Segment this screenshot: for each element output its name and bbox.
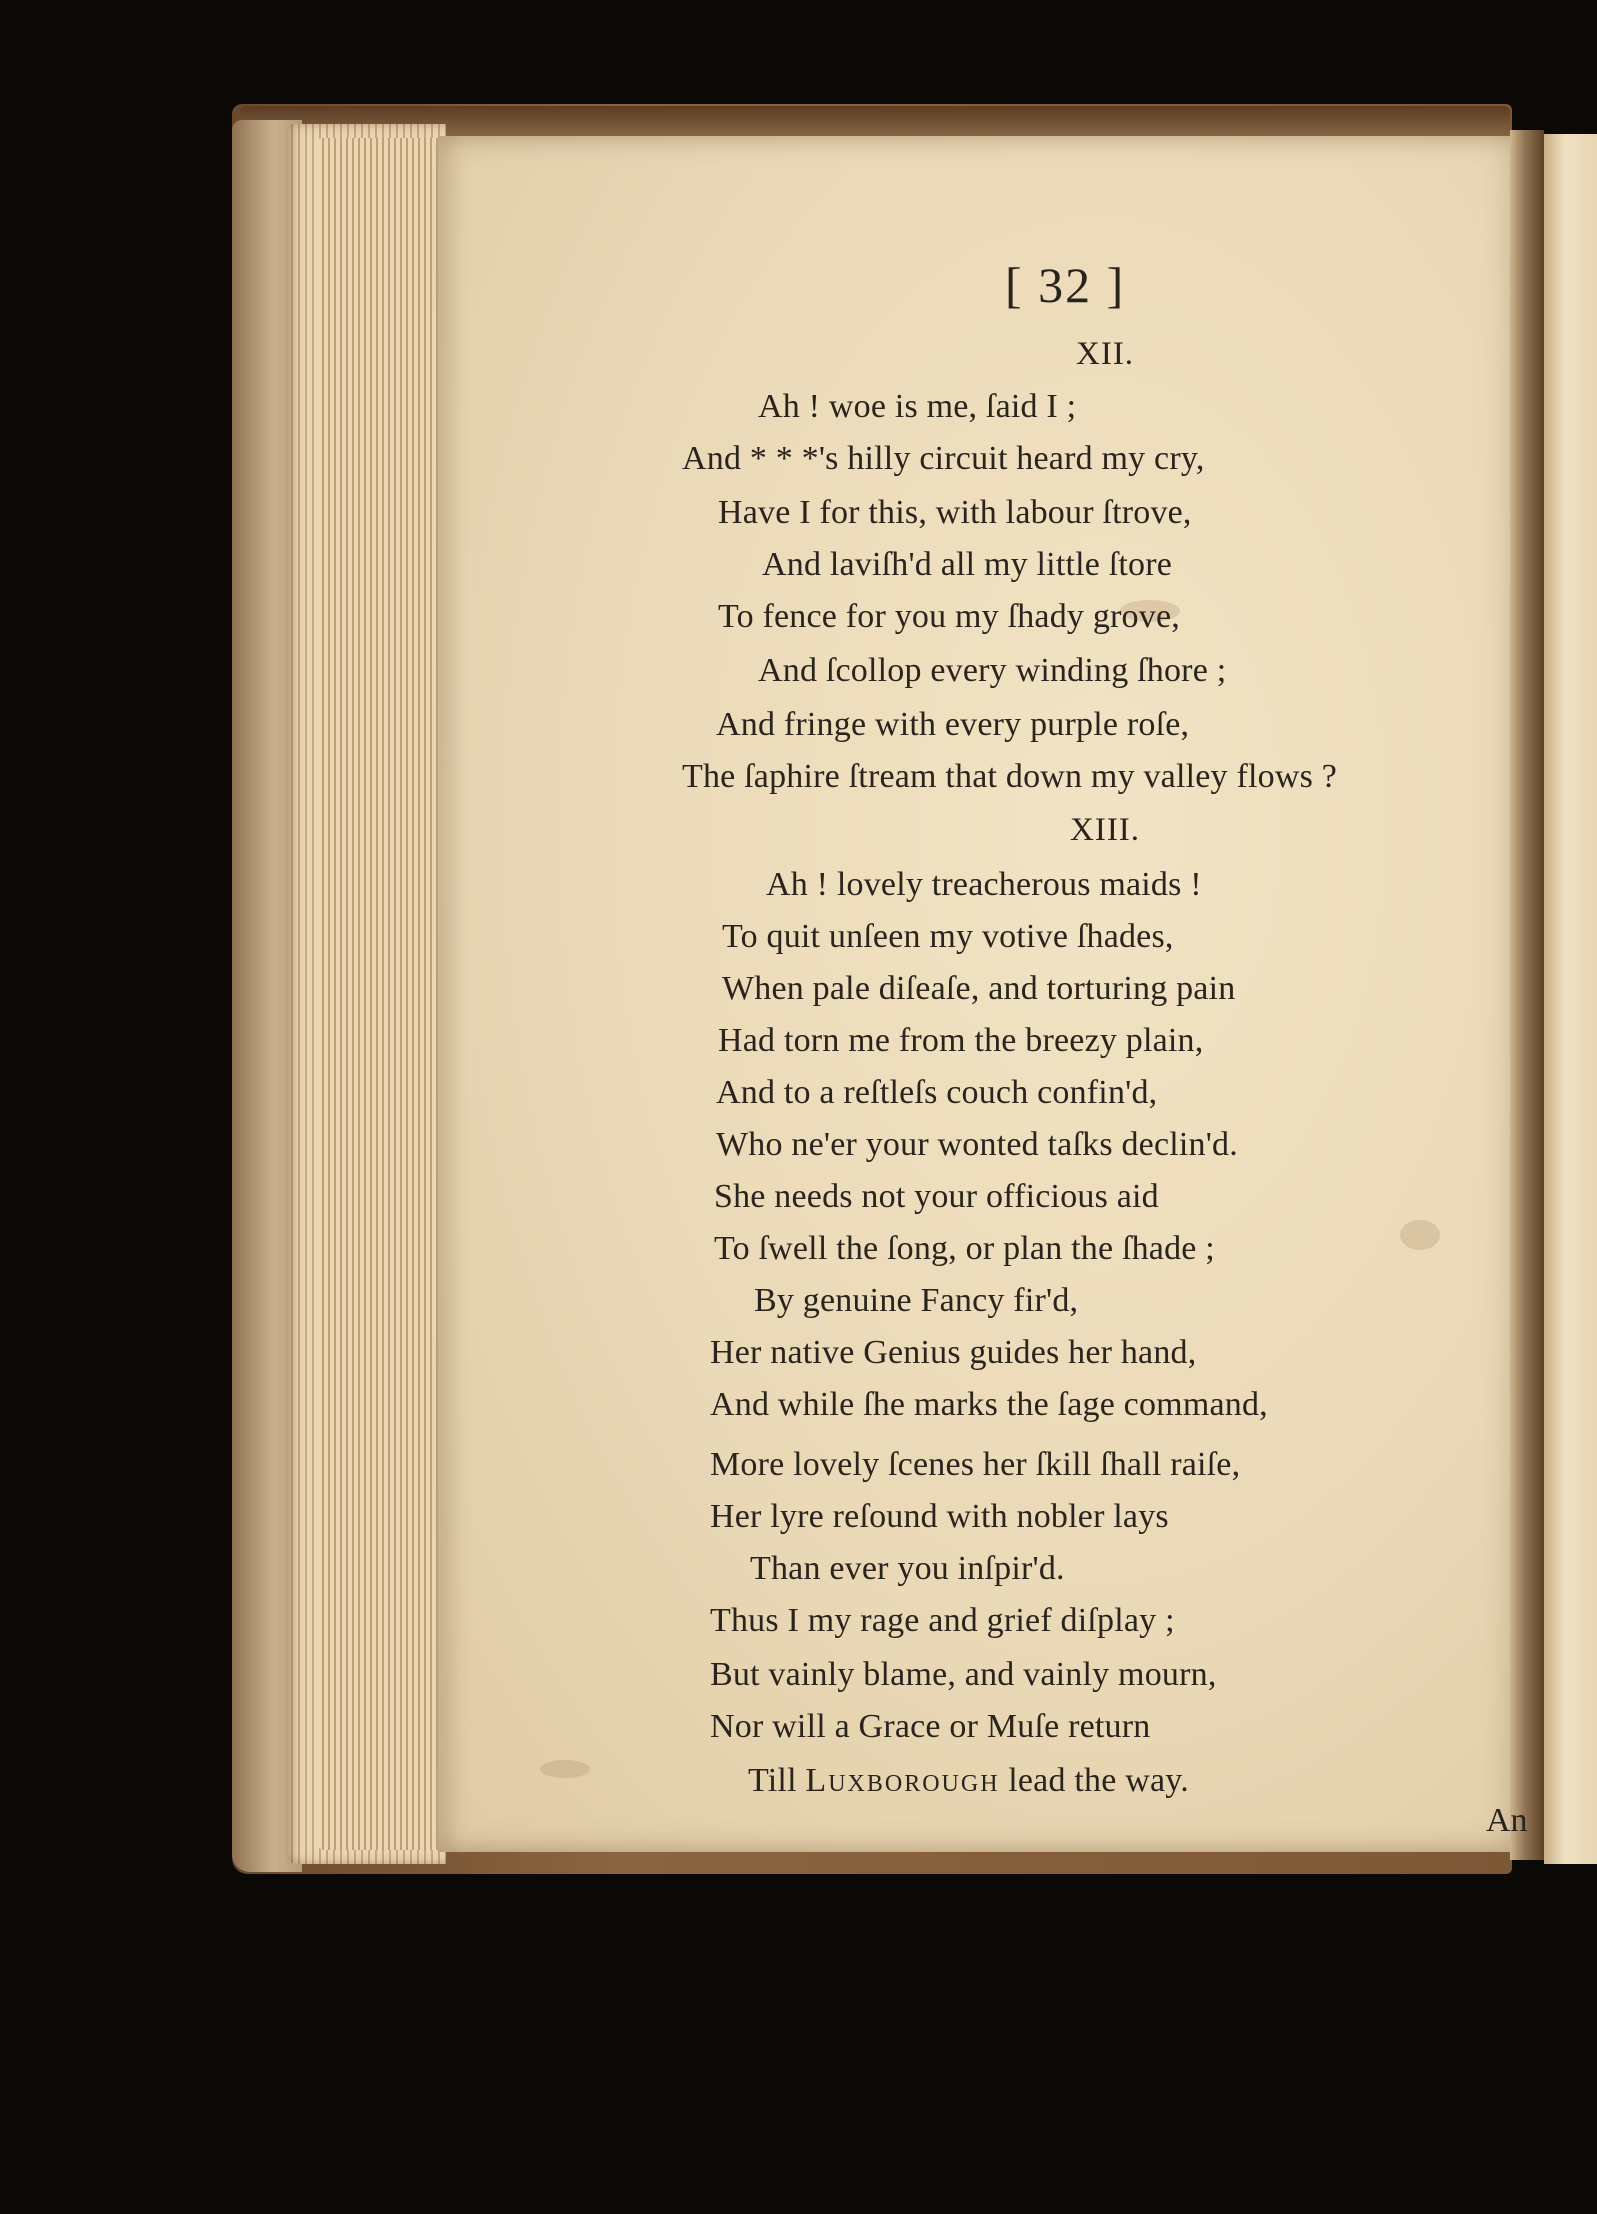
catchword: An xyxy=(1486,1802,1528,1839)
verse-line: The ſaphire ſtream that down my valley flows ? xyxy=(682,758,1338,795)
verse-line: Who ne'er your wonted taſks declin'd. xyxy=(716,1126,1238,1163)
verse-line-last xyxy=(748,1762,1189,1800)
verse-line: And to a reſtleſs couch confin'd, xyxy=(716,1074,1158,1111)
stanza-heading: XIII. xyxy=(1070,812,1141,848)
verse-text: lead the way. xyxy=(999,1762,1189,1799)
foxing-spot xyxy=(540,1760,590,1778)
verse-line: And ſcollop every winding ſhore ; xyxy=(758,652,1227,689)
verse-line: And laviſh'd all my little ſtore xyxy=(762,546,1173,583)
stanza-heading: XII. xyxy=(1076,336,1135,372)
page-gutter xyxy=(1510,130,1544,1860)
verse-line: By genuine Fancy fir'd, xyxy=(754,1282,1079,1319)
verse-line: Her lyre reſound with nobler lays xyxy=(710,1498,1169,1535)
verse-line: More lovely ſcenes her ſkill ſhall raiſe, xyxy=(710,1446,1241,1483)
foxing-spot xyxy=(1400,1220,1440,1250)
page-edges-inner xyxy=(318,138,448,1850)
verse-line: Than ever you inſpir'd. xyxy=(750,1550,1065,1587)
verse-line: Have I for this, with labour ſtrove, xyxy=(718,494,1192,531)
verse-line: To quit unſeen my votive ſhades, xyxy=(722,918,1174,955)
page-number: [ 32 ] xyxy=(1005,257,1126,313)
verse-line: To fence for you my ſhady grove, xyxy=(718,598,1180,635)
verse-line: Ah ! lovely treacherous maids ! xyxy=(766,866,1202,903)
small-caps-name: Luxborough xyxy=(805,1762,1000,1799)
verse-line: And while ſhe marks the ſage command, xyxy=(710,1386,1268,1423)
verse-line: To ſwell the ſong, or plan the ſhade ; xyxy=(714,1230,1215,1267)
verse-line: When pale diſeaſe, and torturing pain xyxy=(722,970,1236,1007)
verse-line: Ah ! woe is me, ſaid I ; xyxy=(758,388,1077,425)
verse-line: She needs not your officious aid xyxy=(714,1178,1159,1215)
verse-line: Thus I my rage and grief diſplay ; xyxy=(710,1602,1175,1639)
verse-line: Had torn me from the breezy plain, xyxy=(718,1022,1204,1059)
verse-line: And * * *'s hilly circuit heard my cry, xyxy=(682,440,1205,477)
verse-text: Till xyxy=(748,1762,806,1799)
verse-line: And fringe with every purple roſe, xyxy=(716,706,1190,743)
facing-page-edge xyxy=(1544,134,1597,1864)
verse-line: Nor will a Grace or Muſe return xyxy=(710,1708,1151,1745)
verse-line: Her native Genius guides her hand, xyxy=(710,1334,1197,1371)
verse-line: But vainly blame, and vainly mourn, xyxy=(710,1656,1217,1693)
